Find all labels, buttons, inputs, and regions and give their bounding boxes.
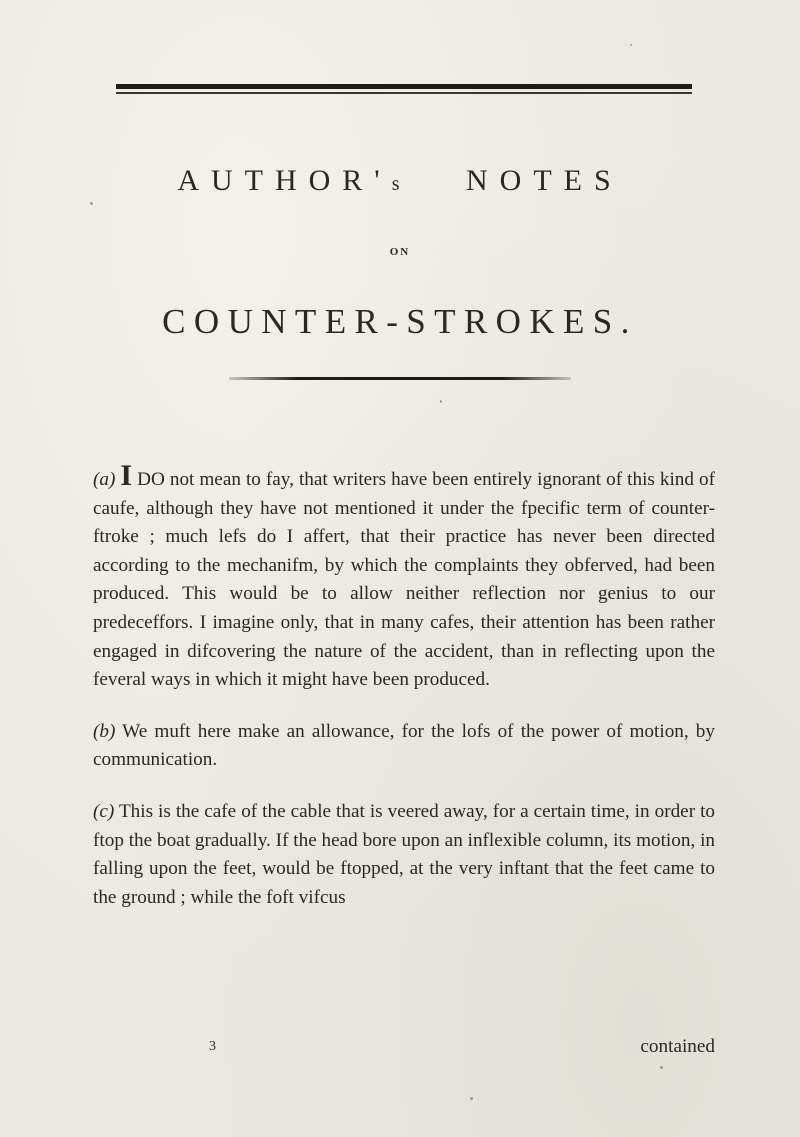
note-c: [93, 798, 715, 912]
note-marker: (b): [93, 720, 116, 742]
signature-mark: 3: [209, 1039, 216, 1054]
top-rule-thin: [116, 92, 692, 94]
paper-speck: [660, 1066, 663, 1069]
catchword: contained: [640, 1036, 715, 1057]
note-b: [93, 718, 715, 775]
page-title: [0, 164, 800, 201]
title-possessive-s: s: [391, 173, 408, 195]
paper-speck: [440, 400, 442, 403]
page-subject: COUNTER-STROKES.: [162, 302, 638, 341]
note-marker: (c): [93, 800, 115, 822]
paper-speck: [90, 202, 93, 205]
title-main: AUTHOR': [177, 164, 392, 197]
note-text: This is the cafe of the cable that is veered away, for a certain time, in order to ftop the boat gradually. If the head bore upon an inflexible column, its motion, in falling upon the feet, would be ftopped, at the very inftant that the feet came to the ground ; while the foft vifcus: [93, 800, 715, 908]
notes-body: [93, 459, 715, 912]
paper-speck: [470, 1097, 473, 1100]
note-text: We muft here make an allowance, for the lofs of the power of motion, by communication.: [93, 720, 715, 771]
note-marker: (a): [93, 469, 116, 490]
title-connector: ON: [389, 246, 411, 258]
paper-speck: [630, 44, 632, 46]
title-rest: NOTES: [466, 164, 623, 197]
section-divider: [229, 377, 571, 380]
note-dropcap: I: [120, 459, 133, 492]
note-text: DO not mean to fay, that writers have been entirely ignorant of this kind of caufe, although they have not mentioned it under the fpecific term of counter-ftroke ; much lefs do I affert, that their practice has never been directed according to the mechanifm, by which the complaints they obferved, had been produced. This would be to allow neither reflection nor genius to our predeceffors. I imagine only, that in many cafes, their attention has been rather engaged in difcovering the nature of the accident, than in reflecting upon the feveral ways in which it might have been produced.: [93, 469, 715, 691]
top-rule-thick: [116, 84, 692, 89]
note-a: [93, 459, 715, 695]
